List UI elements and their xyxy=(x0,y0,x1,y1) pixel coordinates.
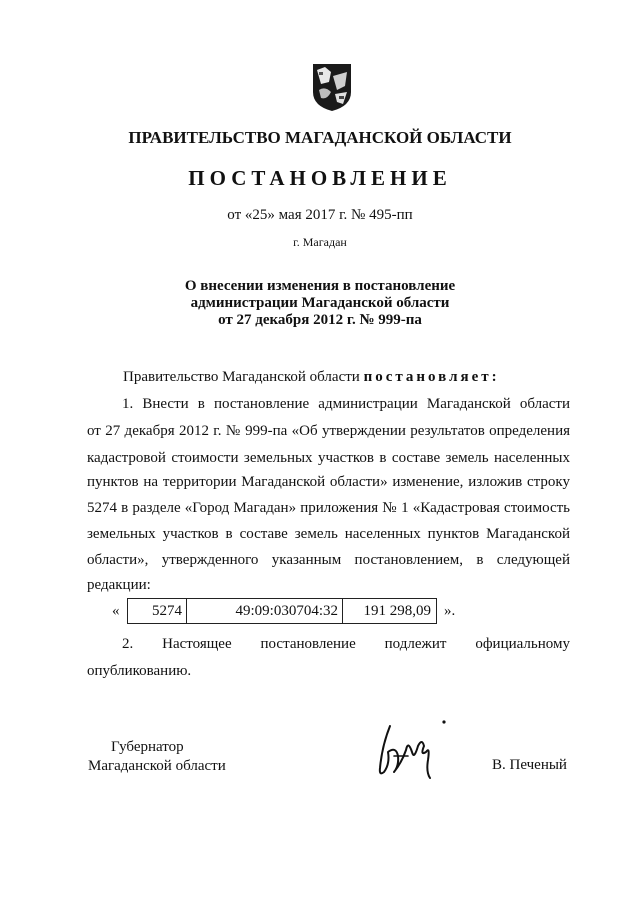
intro-text: Правительство Магаданской области xyxy=(123,369,364,385)
cadastral-value-cell: 191 298,09 xyxy=(363,603,431,619)
intro-paragraph xyxy=(123,369,500,386)
paragraph-1-line: 5274 в разделе «Город Магадан» приложения № 1 «Кадастровая стоимость xyxy=(87,500,570,516)
paragraph-1-line: кадастровой стоимости земельных участков в составе земель населенных xyxy=(87,450,570,466)
government-title: ПРАВИТЕЛЬСТВО МАГАДАНСКОЙ ОБЛАСТИ xyxy=(128,128,512,147)
document-date-number: от «25» мая 2017 г. № 495-пп xyxy=(227,207,413,223)
subject-line: от 27 декабря 2012 г. № 999-па xyxy=(218,312,422,328)
paragraph-2-line: 2. Настоящее постановление подлежит официальному xyxy=(122,636,570,652)
paragraph-2-last-line: опубликованию. xyxy=(87,663,192,679)
cadastral-number-cell: 49:09:030704:32 xyxy=(187,599,343,623)
paragraph-1-line: земельных участков в составе земель населенных пунктов Магаданской xyxy=(87,526,570,542)
signer-name: В. Печеный xyxy=(492,757,567,773)
document-subject xyxy=(0,278,640,329)
quote-open: « xyxy=(112,603,120,619)
intro-resolves: постановляет: xyxy=(363,369,500,385)
amended-row-table xyxy=(127,598,437,624)
paragraph-1-line: 1. Внести в постановление администрации Магаданской области xyxy=(122,396,570,412)
signatory-title-line: Губернатор xyxy=(111,739,184,755)
handwritten-signature xyxy=(372,716,452,782)
coat-of-arms-icon xyxy=(311,62,353,112)
subject-line: О внесении изменения в постановление xyxy=(184,278,456,294)
document-city: г. Магадан xyxy=(293,235,347,249)
quote-close: ». xyxy=(444,603,456,619)
paragraph-1-line: от 27 декабря 2012 г. № 999-па «Об утверждении результатов определения xyxy=(87,423,570,439)
paragraph-1-last-line: редакции: xyxy=(87,577,151,593)
document-type-title: ПОСТАНОВЛЕНИЕ xyxy=(188,166,452,190)
signatory-title-line: Магаданской области xyxy=(88,758,226,774)
paragraph-1-line: пунктов на территории Магаданской области» изменение, изложив строку xyxy=(87,474,570,490)
signatory-title xyxy=(88,738,226,776)
paragraph-1-line: области», утвержденного указанным постановлением, в следующей xyxy=(87,552,570,568)
row-number-cell: 5274 xyxy=(128,599,187,623)
subject-line: администрации Магаданской области xyxy=(190,295,450,311)
